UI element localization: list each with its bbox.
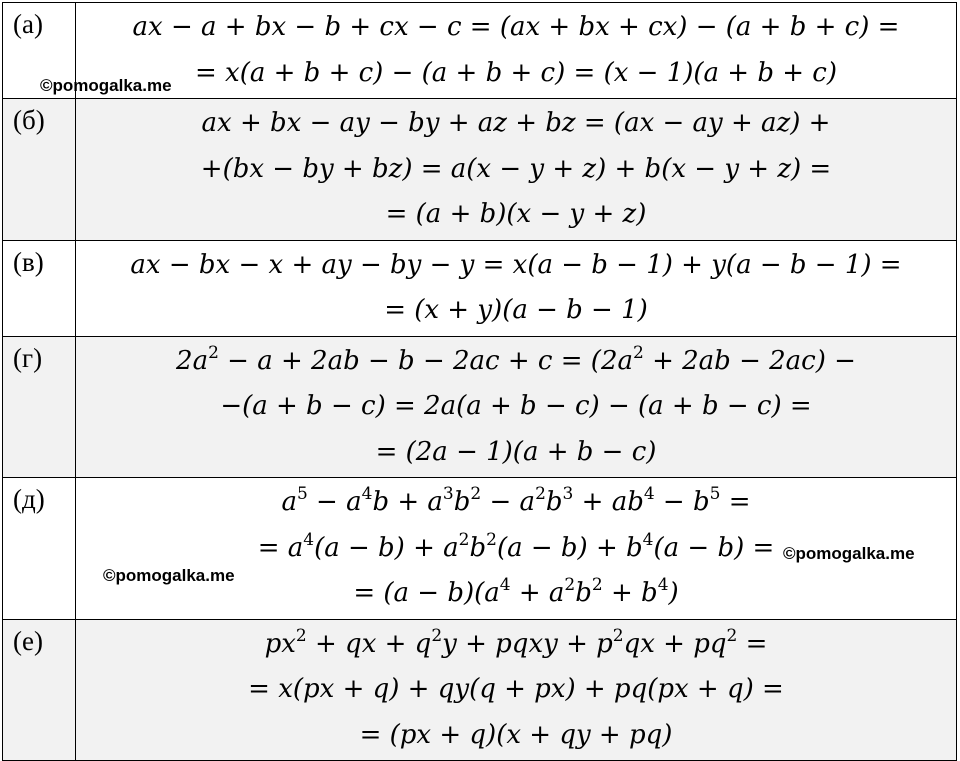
math-cell (76, 619, 957, 761)
math-line: ax − a + bx − b + cx − c = (ax + bx + cx) − (a + b + c) = (132, 12, 900, 42)
row-b (3, 99, 957, 241)
row-v (3, 240, 957, 336)
math-line: $px^2$ + qx + $q^2y$ + pqxy + $p^2qx + pq^2$ = (264, 625, 768, 659)
math-line: +(bx − by + bz) = a(x − y + z) + b(x − y + z) = (200, 153, 832, 184)
watermark: ©pomogalka.me (103, 566, 235, 585)
row-label: (а) (3, 3, 76, 99)
math-line: ax + bx − ay − by + az + bz = (ax − ay + az) + (201, 108, 831, 138)
watermark: ©pomogalka.me (40, 76, 172, 95)
row-label: (б) (3, 99, 76, 241)
math-cell (76, 240, 957, 336)
math-line: = x(px + q) + qy(q + px) + pq(px + q) = (248, 674, 784, 704)
math-line: = (a + b)(x − y + z) (385, 199, 647, 229)
row-label: (г) (3, 336, 76, 478)
math-cell (76, 99, 957, 241)
math-line: = $(a - b)(a^4 + a^2b^2 + b^4)$ (353, 575, 679, 608)
math-line: = (x + y)(a − b − 1) (384, 295, 648, 325)
math-cell (76, 3, 957, 99)
math-line: $2a^2 - a + 2ab - b - 2ac + c = (2a^2 + 2ab - 2ac)$ − (176, 342, 856, 376)
row-label: (в) (3, 240, 76, 336)
watermark: ©pomogalka.me (783, 544, 915, 563)
solutions-table (2, 2, 957, 761)
row-label: (д) (3, 478, 76, 620)
math-line: ax − bx − x + ay − by − y = x(a − b − 1) + y(a − b − 1) = (130, 249, 902, 280)
math-line: $a^5 - a^4b + a^3b^2 - a^2b^3 + ab^4 - b^5$ = (281, 484, 751, 517)
math-line: −(a + b − c) = 2a(a + b − c) − (a + b − c) = (220, 391, 812, 421)
row-e (3, 619, 957, 761)
math-line: = (px + q)(x + qy + pq) (359, 719, 673, 750)
math-cell (76, 336, 957, 478)
math-line: = $a^4(a - b) + a^2b^2(a - b) + b^4(a - b)$ = (257, 529, 775, 563)
row-label: (е) (3, 619, 76, 761)
math-line: = (2a − 1)(a + b − c) (375, 436, 657, 467)
math-line: = x(a + b + c) − (a + b + c) = (x − 1)(a + b + c) (194, 57, 837, 88)
row-g (3, 336, 957, 478)
